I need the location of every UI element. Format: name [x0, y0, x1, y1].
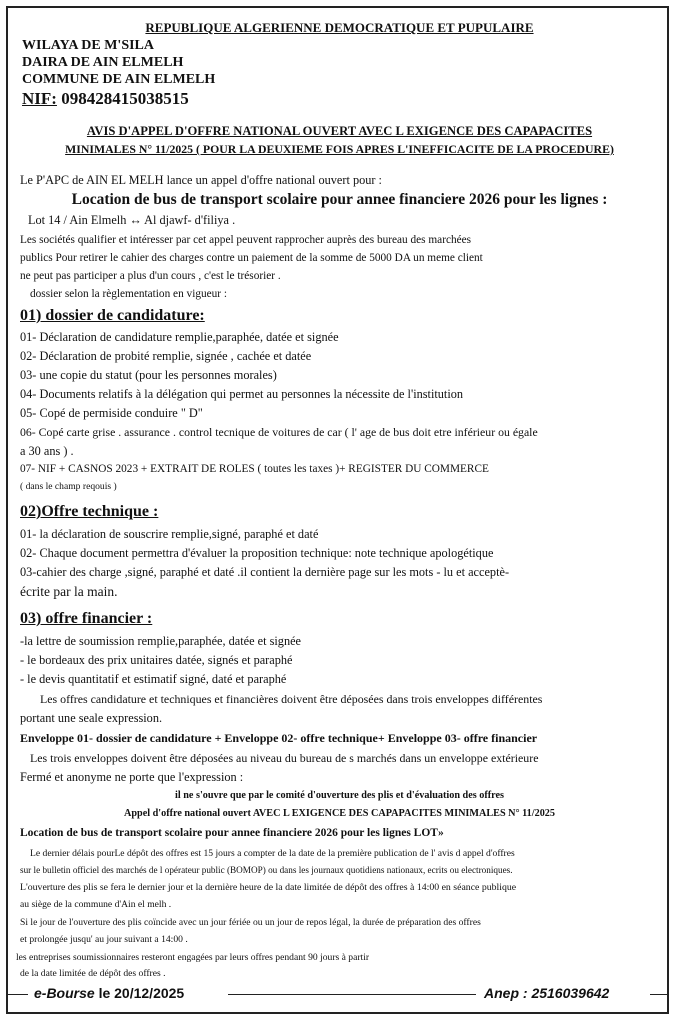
offers-line2: portant une seale expression.: [20, 711, 163, 725]
section2-item: 02- Chaque document permettra d'évaluer la proposition technique: note technique apologétique: [20, 546, 494, 560]
opening-committee-line: il ne s'ouvre que par le comité d'ouverture des plis et d'évaluation des offres: [175, 790, 504, 801]
offers-line1: Les offres candidature et techniques et financières doivent être déposées dans trois enveloppes différentes: [40, 692, 543, 706]
final-line: Le dernier délais pourLe dépôt des offres est 15 jours a compter de la date de la première publication de l' avis d appel d'offres: [30, 848, 515, 859]
nif-line: [22, 89, 189, 109]
section2-item: écrite par la main.: [20, 584, 118, 599]
republic-heading: REPUBLIQUE ALGERIENNE DEMOCRATIQUE ET PUPULAIRE: [145, 20, 534, 35]
section2-item: 03-cahier des charge ,signé, paraphé et daté .il contient la dernière page sur les mots - lu et acceptè-: [20, 565, 510, 579]
section1-item: 07- NIF + CASNOS 2023 + EXTRAIT DE ROLES ( toutes les taxes )+ REGISTER DU COMMERCE: [20, 463, 489, 475]
avis-title-line1: AVIS D'APPEL D'OFFRE NATIONAL OUVERT AVEC L EXIGENCE DES CAPAPACITES: [86, 124, 593, 138]
envelopes-line: Enveloppe 01- dossier de candidature + Enveloppe 02- offre technique+ Enveloppe 03- offre financier: [20, 731, 538, 745]
commune-line: COMMUNE DE AIN ELMELH: [22, 72, 216, 87]
final-line: Si le jour de l'ouverture des plis coïncide avec un jour fériée ou un jour de repos légal, la durée de préparation des offres: [20, 917, 481, 928]
section3-title: 03) offre financier :: [20, 610, 153, 627]
section3-item: - le devis quantitatif et estimatif signé, daté et paraphé: [20, 672, 287, 686]
footer-source-date: le 20/12/2025: [98, 985, 185, 1001]
intro-para-2: publics Pour retirer le cahier des charges contre un paiement de la somme de 5000 DA un meme client: [20, 252, 483, 264]
nif-value: 098428415038515: [61, 89, 189, 108]
section1-item: 04- Documents relatifs à la délégation qui permet au personnes la nécessite de l'institution: [20, 387, 464, 401]
deposit-line1: Les trois enveloppes doivent être déposées au niveau du bureau de s marchés dans un enveloppe extérieure: [30, 751, 539, 765]
final-line: sur le bulletin officiel des marchés de l opérateur public (BOMOP) ou dans les journaux quotidiens nationaux, ecrits ou electroniques.: [20, 865, 513, 875]
section1-item: 03- une copie du statut (pour les personnes morales): [20, 368, 277, 382]
section1-item: 05- Copé de permiside conduire " D": [20, 406, 203, 420]
section1-item: 06- Copé carte grise . assurance . control tecnique de voitures de car ( l' age de bus doit etre inférieur ou égale: [20, 425, 538, 439]
footer-source-brand: e-Bourse: [34, 985, 95, 1001]
section1-item: 02- Déclaration de probité remplie, signée , cachée et datée: [20, 349, 312, 363]
lot-line: Lot 14 / Ain Elmelh ↔ Al djawf- d'filiya .: [28, 213, 236, 227]
footer-rule-middle: [228, 994, 476, 995]
footer-anep: Anep : 2516039642: [484, 985, 610, 1001]
avis-title-line2: MINIMALES N° 11/2025 ( POUR LA DEUXIEME FOIS APRES L'INEFFICACITE DE LA PROCEDURE): [65, 142, 614, 156]
footer-rule-left: [6, 994, 28, 995]
intro-line: Le P'APC de AIN EL MELH lance un appel d'offre national ouvert pour :: [20, 173, 382, 187]
intro-para-4: dossier selon la règlementation en vigueur :: [30, 288, 228, 300]
deposit-line2: Fermé et anonyme ne porte que l'expression :: [20, 770, 244, 784]
section2-title: 02)Offre technique :: [20, 503, 159, 520]
final-line: les entreprises soumissionnaires resteront engagées par leurs offres pendant 90 jours à partir: [16, 952, 370, 963]
nif-label: NIF:: [22, 89, 57, 108]
section3-item: - le bordeaux des prix unitaires datée, signés et paraphé: [20, 653, 293, 667]
intro-para-1: Les sociétés qualifier et intéresser par cet appel peuvent rapprocher auprès des bureau des marchées: [20, 234, 472, 246]
footer-source: [34, 985, 184, 1001]
footer-rule-right: [650, 994, 669, 995]
final-line: et prolongée jusqu' au jour suivant a 14:00 .: [20, 934, 188, 945]
section1-item: ( dans le champ reqouis ): [20, 481, 117, 492]
final-line: au siège de la commune d'Ain el melh .: [20, 899, 172, 910]
section3-item: -la lettre de soumission remplie,paraphée, datée et signée: [20, 634, 302, 648]
final-line: de la date limitée de dépôt des offres .: [20, 968, 166, 979]
final-line: L'ouverture des plis se fera le dernier jour et la dernière heure de la date limitée de dépôt des offres à 14:00 en séance publique: [20, 882, 517, 893]
section1-title: 01) dossier de candidature:: [20, 307, 205, 324]
section1-item: 01- Déclaration de candidature remplie,paraphée, datée et signée: [20, 330, 339, 344]
appel-offre-line: Appel d'offre national ouvert AVEC L EXIGENCE DES CAPAPACITES MINIMALES N° 11/2025: [124, 808, 555, 819]
object-title: Location de bus de transport scolaire pour annee financiere 2026 pour les lignes :: [71, 191, 608, 208]
daira-line: DAIRA DE AIN ELMELH: [22, 55, 184, 70]
section1-item: a 30 ans ) .: [20, 444, 74, 458]
location-line: Location de bus de transport scolaire pour annee financiere 2026 pour les lignes LOT»: [20, 827, 444, 839]
intro-para-3: ne peut pas participer a plus d'un cours , c'est le trésorier .: [20, 270, 281, 282]
section2-item: 01- la déclaration de souscrire remplie,signé, paraphé et daté: [20, 527, 319, 541]
wilaya-line: WILAYA DE M'SILA: [22, 38, 155, 53]
